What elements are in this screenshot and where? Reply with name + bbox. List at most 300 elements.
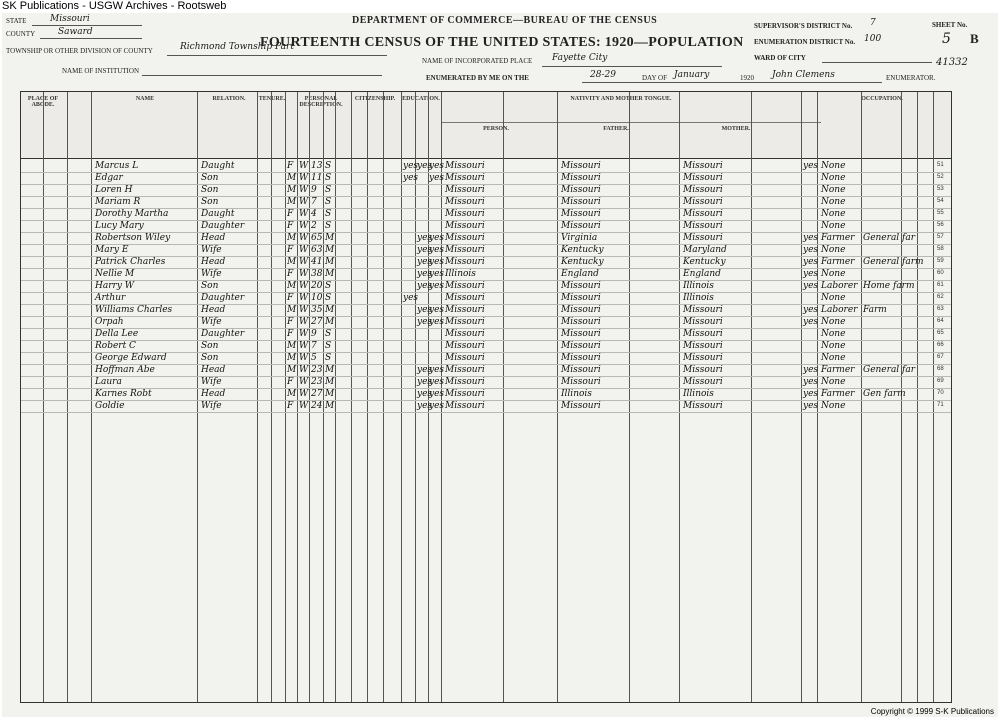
cell-occ: None bbox=[821, 401, 846, 411]
cell-fbp: England bbox=[561, 269, 599, 279]
cell-rd: yes bbox=[417, 305, 433, 315]
cell-sch bbox=[403, 268, 415, 280]
cell-wr: yes bbox=[429, 245, 445, 255]
cell-rd: yes bbox=[417, 389, 433, 399]
cell-wr: yes bbox=[429, 377, 445, 387]
cell-rel: Son bbox=[201, 185, 219, 195]
cell-ms: S bbox=[325, 221, 332, 231]
cell-fbp: Virginia bbox=[561, 233, 598, 243]
cell-bp: Illinois bbox=[445, 269, 476, 279]
cell-wr: yes bbox=[429, 173, 445, 183]
cell-name: Dorothy Martha bbox=[95, 209, 169, 219]
cell-rd: yes bbox=[417, 161, 433, 171]
cell-rd bbox=[417, 208, 428, 220]
cell-race: W bbox=[299, 269, 309, 279]
cell-occ: None bbox=[821, 353, 846, 363]
cell-rel: Wife bbox=[201, 377, 222, 387]
cell-sch bbox=[403, 388, 415, 400]
cell-ms: M bbox=[325, 365, 335, 375]
cell-eng: yes bbox=[803, 281, 819, 291]
cell-mbp: Missouri bbox=[683, 329, 723, 339]
cell-bp: Missouri bbox=[445, 389, 485, 399]
cell-fbp: Kentucky bbox=[561, 245, 604, 255]
cell-sch bbox=[403, 244, 415, 256]
cell-occ: Farmer bbox=[821, 365, 855, 375]
cell-eng: yes bbox=[803, 305, 819, 315]
cell-ms: S bbox=[325, 197, 332, 207]
cell-name: Patrick Charles bbox=[95, 257, 166, 267]
cell-age: 7 bbox=[311, 341, 317, 351]
census-table bbox=[20, 91, 952, 703]
cell-rel: Head bbox=[201, 365, 226, 375]
cell-rel: Daught bbox=[201, 209, 235, 219]
cell-sch bbox=[403, 352, 415, 364]
cell-bp: Missouri bbox=[445, 233, 485, 243]
cell-rd bbox=[417, 292, 428, 304]
cell-mbp: Missouri bbox=[683, 197, 723, 207]
enumeration-value: 100 bbox=[864, 34, 882, 44]
cell-ind bbox=[863, 244, 901, 256]
cell-occ: None bbox=[821, 173, 846, 183]
cell-sex: F bbox=[287, 209, 294, 219]
cell-mbp: Illinois bbox=[683, 281, 714, 291]
cell-name: Mariam R bbox=[95, 197, 141, 207]
column-headers bbox=[21, 92, 951, 159]
enumerator-name: John Clemens bbox=[772, 70, 835, 80]
cell-ms: M bbox=[325, 257, 335, 267]
cell-race: W bbox=[299, 197, 309, 207]
cell-age: 4 bbox=[311, 209, 317, 219]
cell-wr bbox=[429, 220, 441, 232]
line-number: 70 bbox=[937, 390, 944, 396]
cell-mbp: Illinois bbox=[683, 389, 714, 399]
sheet-label: SHEET No. bbox=[932, 21, 968, 29]
enumerated-day: 28-29 bbox=[590, 70, 616, 80]
cell-ind bbox=[863, 352, 901, 364]
cell-occ: None bbox=[821, 245, 846, 255]
cell-sex: M bbox=[287, 197, 297, 207]
township-value: Richmond Township Part bbox=[180, 42, 294, 52]
cell-rd: yes bbox=[417, 317, 433, 327]
cell-rel: Wife bbox=[201, 401, 222, 411]
line-number: 68 bbox=[937, 366, 944, 372]
cell-sch bbox=[403, 184, 415, 196]
col-mother: MOTHER. bbox=[721, 126, 751, 132]
cell-name: Orpah bbox=[95, 317, 124, 327]
cell-bp: Missouri bbox=[445, 293, 485, 303]
cell-occ: None bbox=[821, 329, 846, 339]
sheet-number-box bbox=[932, 21, 988, 55]
cell-bp: Missouri bbox=[445, 305, 485, 315]
col-name: NAME bbox=[135, 96, 155, 102]
cell-sch: yes bbox=[403, 293, 419, 303]
cell-sch: yes bbox=[403, 161, 419, 171]
cell-wr bbox=[429, 340, 441, 352]
cell-rel: Wife bbox=[201, 245, 222, 255]
col-personal: PERSONAL DESCRIPTION. bbox=[299, 96, 343, 108]
place-label: NAME OF INCORPORATED PLACE bbox=[422, 57, 533, 65]
cell-rd: yes bbox=[417, 245, 433, 255]
cell-wr bbox=[429, 328, 441, 340]
cell-bp: Missouri bbox=[445, 329, 485, 339]
cell-age: 65 bbox=[311, 233, 323, 243]
cell-rd bbox=[417, 220, 428, 232]
cell-rd: yes bbox=[417, 281, 433, 291]
cell-fbp: Missouri bbox=[561, 281, 601, 291]
cell-age: 41 bbox=[311, 257, 323, 267]
cell-race: W bbox=[299, 401, 309, 411]
cell-sex: M bbox=[287, 173, 297, 183]
cell-race: W bbox=[299, 305, 309, 315]
cell-fbp: Missouri bbox=[561, 377, 601, 387]
cell-eng: yes bbox=[803, 233, 819, 243]
cell-sex: M bbox=[287, 281, 297, 291]
cell-sch bbox=[403, 196, 415, 208]
cell-occ: None bbox=[821, 221, 846, 231]
cell-occ: None bbox=[821, 209, 846, 219]
cell-name: Mary E bbox=[95, 245, 129, 255]
cell-ind bbox=[863, 160, 901, 172]
cell-eng: yes bbox=[803, 401, 819, 411]
cell-bp: Missouri bbox=[445, 341, 485, 351]
cell-ms: S bbox=[325, 185, 332, 195]
cell-age: 38 bbox=[311, 269, 323, 279]
cell-name: Edgar bbox=[95, 173, 123, 183]
cell-occ: Farmer bbox=[821, 389, 855, 399]
cell-sch bbox=[403, 232, 415, 244]
cell-sex: M bbox=[287, 185, 297, 195]
cell-age: 23 bbox=[311, 365, 323, 375]
cell-name: Della Lee bbox=[95, 329, 139, 339]
topbar bbox=[0, 0, 1000, 13]
line-number: 57 bbox=[937, 234, 944, 240]
cell-age: 2 bbox=[311, 221, 317, 231]
ward-label: WARD OF CITY bbox=[754, 54, 806, 62]
line-number: 55 bbox=[937, 210, 944, 216]
enumerator-label: ENUMERATOR. bbox=[886, 74, 936, 82]
cell-age: 35 bbox=[311, 305, 323, 315]
cell-race: W bbox=[299, 329, 309, 339]
cell-fbp: Illinois bbox=[561, 389, 592, 399]
cell-fbp: Missouri bbox=[561, 293, 601, 303]
cell-ind bbox=[863, 196, 901, 208]
cell-occ: None bbox=[821, 197, 846, 207]
cell-eng bbox=[803, 328, 817, 340]
cell-rd bbox=[417, 172, 428, 184]
cell-age: 10 bbox=[311, 293, 323, 303]
cell-eng: yes bbox=[803, 377, 819, 387]
enumerated-month: January bbox=[674, 70, 710, 80]
cell-sch: yes bbox=[403, 173, 419, 183]
cell-rel: Daught bbox=[201, 161, 235, 171]
cell-ind bbox=[863, 328, 901, 340]
cell-rd bbox=[417, 328, 428, 340]
cell-mbp: Missouri bbox=[683, 161, 723, 171]
cell-fbp: Missouri bbox=[561, 341, 601, 351]
cell-occ: Farmer bbox=[821, 257, 855, 267]
cell-sex: M bbox=[287, 353, 297, 363]
cell-occ: Laborer bbox=[821, 281, 858, 291]
cell-bp: Missouri bbox=[445, 353, 485, 363]
cell-wr: yes bbox=[429, 161, 445, 171]
cell-age: 9 bbox=[311, 329, 317, 339]
cell-sex: M bbox=[287, 257, 297, 267]
enumeration-label: ENUMERATION DISTRICT No. bbox=[754, 38, 856, 46]
cell-name: Robertson Wiley bbox=[95, 233, 171, 243]
cell-eng bbox=[803, 292, 817, 304]
cell-ind bbox=[863, 208, 901, 220]
col-person: PERSON. bbox=[483, 126, 509, 132]
cell-rd bbox=[417, 184, 428, 196]
cell-mbp: Missouri bbox=[683, 221, 723, 231]
line-number: 58 bbox=[937, 246, 944, 252]
cell-ind bbox=[863, 172, 901, 184]
cell-rel: Wife bbox=[201, 317, 222, 327]
cell-bp: Missouri bbox=[445, 161, 485, 171]
cell-race: W bbox=[299, 281, 309, 291]
col-citizenship: CITIZENSHIP. bbox=[354, 96, 396, 102]
cell-name: Goldie bbox=[95, 401, 125, 411]
cell-eng bbox=[803, 208, 817, 220]
cell-ms: S bbox=[325, 353, 332, 363]
cell-fbp: Missouri bbox=[561, 209, 601, 219]
cell-mbp: England bbox=[683, 269, 721, 279]
cell-sex: M bbox=[287, 365, 297, 375]
cell-bp: Missouri bbox=[445, 221, 485, 231]
line-number: 63 bbox=[937, 306, 944, 312]
line-number: 59 bbox=[937, 258, 944, 264]
line-number: 62 bbox=[937, 294, 944, 300]
cell-rel: Daughter bbox=[201, 329, 245, 339]
cell-wr: yes bbox=[429, 389, 445, 399]
cell-bp: Missouri bbox=[445, 281, 485, 291]
cell-occ: Farmer bbox=[821, 233, 855, 243]
census-year: 1920 bbox=[740, 74, 754, 82]
cell-eng: yes bbox=[803, 365, 819, 375]
cell-sch bbox=[403, 328, 415, 340]
township-label: TOWNSHIP OR OTHER DIVISION OF COUNTY bbox=[6, 47, 153, 55]
cell-ms: S bbox=[325, 173, 332, 183]
cell-eng bbox=[803, 196, 817, 208]
cell-sch bbox=[403, 340, 415, 352]
cell-ms: M bbox=[325, 305, 335, 315]
cell-ind: Farm bbox=[863, 305, 887, 315]
line-number: 56 bbox=[937, 222, 944, 228]
sheet-value: 5 bbox=[942, 31, 951, 47]
line-number: 61 bbox=[937, 282, 944, 288]
cell-rd bbox=[417, 196, 428, 208]
cell-ind bbox=[863, 376, 901, 388]
cell-fbp: Missouri bbox=[561, 365, 601, 375]
cell-wr bbox=[429, 352, 441, 364]
cell-race: W bbox=[299, 185, 309, 195]
cell-mbp: Missouri bbox=[683, 317, 723, 327]
cell-age: 63 bbox=[311, 245, 323, 255]
cell-occ: None bbox=[821, 161, 846, 171]
cell-age: 11 bbox=[311, 173, 323, 183]
cell-rel: Son bbox=[201, 173, 219, 183]
county-label: COUNTY bbox=[6, 30, 36, 38]
day-of-label: DAY OF bbox=[642, 74, 667, 82]
copyright-note: Copyright © 1999 S-K Publications bbox=[870, 707, 994, 716]
cell-name: Hoffman Abe bbox=[95, 365, 155, 375]
supervisor-label: SUPERVISOR'S DISTRICT No. bbox=[754, 22, 853, 30]
cell-bp: Missouri bbox=[445, 401, 485, 411]
cell-age: 9 bbox=[311, 185, 317, 195]
cell-fbp: Missouri bbox=[561, 161, 601, 171]
cell-fbp: Missouri bbox=[561, 401, 601, 411]
cell-bp: Missouri bbox=[445, 365, 485, 375]
cell-wr: yes bbox=[429, 305, 445, 315]
cell-name: Robert C bbox=[95, 341, 136, 351]
cell-bp: Missouri bbox=[445, 257, 485, 267]
cell-ms: S bbox=[325, 281, 332, 291]
census-sheet bbox=[2, 13, 998, 717]
cell-mbp: Missouri bbox=[683, 365, 723, 375]
cell-name: Nellie M bbox=[95, 269, 135, 279]
department-title: DEPARTMENT OF COMMERCE—BUREAU OF THE CENSUS bbox=[352, 15, 658, 26]
cell-ind: Home farm bbox=[863, 281, 915, 291]
cell-eng: yes bbox=[803, 389, 819, 399]
cell-occ: None bbox=[821, 269, 846, 279]
line-number: 67 bbox=[937, 354, 944, 360]
line-number: 52 bbox=[937, 174, 944, 180]
cell-rel: Son bbox=[201, 197, 219, 207]
cell-ms: S bbox=[325, 329, 332, 339]
cell-eng: yes bbox=[803, 269, 819, 279]
cell-bp: Missouri bbox=[445, 173, 485, 183]
cell-mbp: Missouri bbox=[683, 185, 723, 195]
cell-sch bbox=[403, 208, 415, 220]
cell-bp: Missouri bbox=[445, 209, 485, 219]
cell-fbp: Kentucky bbox=[561, 257, 604, 267]
cell-wr: yes bbox=[429, 269, 445, 279]
cell-ms: M bbox=[325, 269, 335, 279]
line-number: 53 bbox=[937, 186, 944, 192]
cell-race: W bbox=[299, 377, 309, 387]
col-father: FATHER. bbox=[603, 126, 629, 132]
cell-occ: None bbox=[821, 185, 846, 195]
cell-fbp: Missouri bbox=[561, 197, 601, 207]
cell-ms: M bbox=[325, 377, 335, 387]
cell-bp: Missouri bbox=[445, 377, 485, 387]
census-title: FOURTEENTH CENSUS OF THE UNITED STATES: 1920—POPULATION bbox=[260, 35, 744, 50]
cell-mbp: Maryland bbox=[683, 245, 727, 255]
cell-race: W bbox=[299, 293, 309, 303]
cell-sex: M bbox=[287, 341, 297, 351]
cell-sex: M bbox=[287, 389, 297, 399]
cell-ms: S bbox=[325, 341, 332, 351]
cell-mbp: Missouri bbox=[683, 353, 723, 363]
line-number: 51 bbox=[937, 162, 944, 168]
cell-sch bbox=[403, 400, 415, 412]
cell-sex: M bbox=[287, 305, 297, 315]
cell-eng: yes bbox=[803, 245, 819, 255]
cell-race: W bbox=[299, 233, 309, 243]
cell-eng: yes bbox=[803, 257, 819, 267]
cell-fbp: Missouri bbox=[561, 173, 601, 183]
cell-ind bbox=[863, 340, 901, 352]
cell-wr bbox=[429, 208, 441, 220]
cell-sch bbox=[403, 256, 415, 268]
line-number: 65 bbox=[937, 330, 944, 336]
stamp-number: 41332 bbox=[936, 57, 968, 68]
cell-rel: Wife bbox=[201, 269, 222, 279]
cell-wr: yes bbox=[429, 281, 445, 291]
cell-age: 5 bbox=[311, 353, 317, 363]
cell-name: Harry W bbox=[95, 281, 135, 291]
cell-ms: S bbox=[325, 161, 332, 171]
cell-rel: Head bbox=[201, 305, 226, 315]
cell-mbp: Missouri bbox=[683, 233, 723, 243]
cell-ms: M bbox=[325, 401, 335, 411]
cell-fbp: Missouri bbox=[561, 185, 601, 195]
cell-ind bbox=[863, 220, 901, 232]
cell-race: W bbox=[299, 209, 309, 219]
cell-name: Laura bbox=[95, 377, 122, 387]
cell-name: Lucy Mary bbox=[95, 221, 144, 231]
cell-bp: Missouri bbox=[445, 197, 485, 207]
institution-label: NAME OF INSTITUTION bbox=[62, 67, 139, 75]
state-label: STATE bbox=[6, 17, 27, 25]
cell-ind bbox=[863, 316, 901, 328]
cell-bp: Missouri bbox=[445, 317, 485, 327]
cell-ind bbox=[863, 268, 901, 280]
cell-eng bbox=[803, 220, 817, 232]
table-row bbox=[21, 400, 951, 413]
line-number: 54 bbox=[937, 198, 944, 204]
cell-sex: F bbox=[287, 293, 294, 303]
cell-rd bbox=[417, 352, 428, 364]
cell-age: 13 bbox=[311, 161, 323, 171]
cell-rd bbox=[417, 340, 428, 352]
cell-ind: General far bbox=[863, 233, 916, 243]
cell-wr: yes bbox=[429, 365, 445, 375]
cell-wr bbox=[429, 184, 441, 196]
cell-eng: yes bbox=[803, 161, 819, 171]
col-nativity: NATIVITY AND MOTHER TONGUE. bbox=[570, 96, 672, 102]
cell-age: 27 bbox=[311, 317, 323, 327]
enumerated-label: ENUMERATED BY ME ON THE bbox=[426, 74, 529, 82]
cell-occ: None bbox=[821, 293, 846, 303]
cell-sex: F bbox=[287, 161, 294, 171]
cell-fbp: Missouri bbox=[561, 329, 601, 339]
cell-sch bbox=[403, 220, 415, 232]
cell-ind: General far bbox=[863, 365, 916, 375]
cell-rd: yes bbox=[417, 365, 433, 375]
cell-mbp: Illinois bbox=[683, 293, 714, 303]
state-value: Missouri bbox=[50, 14, 90, 24]
cell-sch bbox=[403, 316, 415, 328]
cell-sch bbox=[403, 364, 415, 376]
cell-eng bbox=[803, 172, 817, 184]
cell-sch bbox=[403, 376, 415, 388]
cell-mbp: Missouri bbox=[683, 341, 723, 351]
cell-name: George Edward bbox=[95, 353, 167, 363]
cell-name: Marcus L bbox=[95, 161, 139, 171]
cell-name: Loren H bbox=[95, 185, 133, 195]
cell-mbp: Missouri bbox=[683, 305, 723, 315]
cell-name: Williams Charles bbox=[95, 305, 173, 315]
cell-ind: General farm bbox=[863, 257, 924, 267]
cell-race: W bbox=[299, 365, 309, 375]
cell-sex: F bbox=[287, 377, 294, 387]
cell-race: W bbox=[299, 353, 309, 363]
cell-name: Arthur bbox=[95, 293, 126, 303]
cell-ms: S bbox=[325, 293, 332, 303]
cell-rd: yes bbox=[417, 233, 433, 243]
col-education: EDUCATION. bbox=[402, 96, 440, 102]
